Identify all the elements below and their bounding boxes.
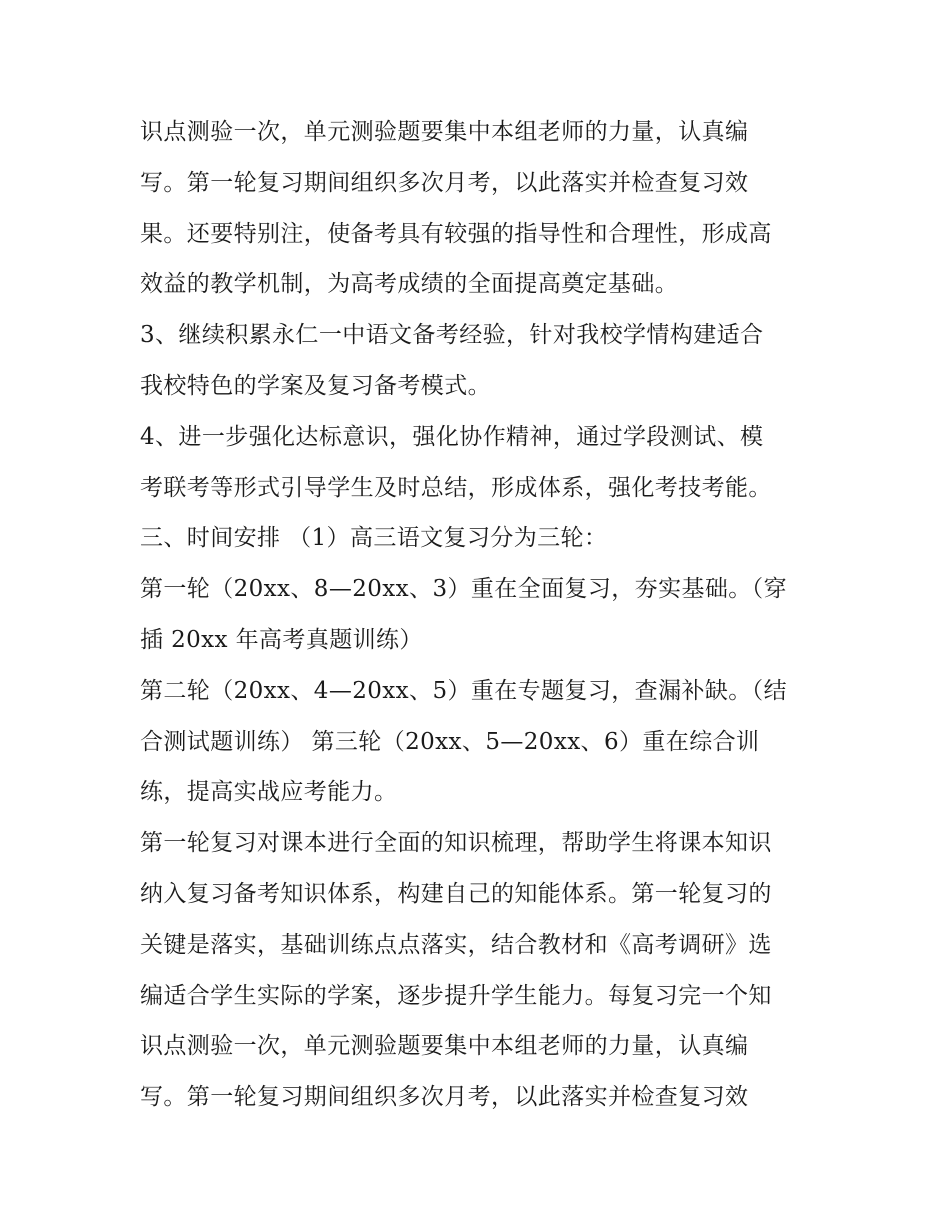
text-line: 4、进一步强化达标意识，强化协作精神，通过学段测试、模 — [140, 423, 764, 450]
text-line: 插 20xx 年高考真题训练） — [140, 626, 423, 653]
document-body — [140, 107, 820, 1123]
text-line: 第一轮复习对课本进行全面的知识梳理，帮助学生将课本知识 — [140, 830, 772, 857]
text-line: 第一轮（20xx、8—20xx、3）重在全面复习，夯实基础。（穿 — [140, 576, 787, 603]
section-heading: 三、时间安排 （1）高三语文复习分为三轮： — [140, 525, 608, 552]
text-line: 果。还要特别注，使备考具有较强的指导性和合理性，形成高 — [140, 220, 772, 247]
text-line: 效益的教学机制，为高考成绩的全面提高奠定基础。 — [140, 271, 679, 298]
text-line: 3、继续积累永仁一中语文备考经验，针对我校学情构建适合 — [140, 322, 764, 349]
text-line: 纳入复习备考知识体系，构建自己的知能体系。第一轮复习的 — [140, 880, 772, 907]
text-line: 写。第一轮复习期间组织多次月考，以此落实并检查复习效 — [140, 1084, 749, 1111]
text-line: 合测试题训练） 第三轮（20xx、5—20xx、6）重在综合训 — [140, 728, 760, 755]
text-line: 关键是落实，基础训练点点落实，结合教材和《高考调研》选 — [140, 931, 772, 958]
text-line: 识点测验一次，单元测验题要集中本组老师的力量，认真编 — [140, 1033, 749, 1060]
text-line: 第二轮（20xx、4—20xx、5）重在专题复习，查漏补缺。（结 — [140, 677, 787, 704]
text-line: 我校特色的学案及复习备考模式。 — [140, 372, 491, 399]
text-line: 识点测验一次，单元测验题要集中本组老师的力量，认真编 — [140, 119, 749, 145]
text-line: 编适合学生实际的学案，逐步提升学生能力。每复习完一个知 — [140, 982, 772, 1009]
text-line: 写。第一轮复习期间组织多次月考，以此落实并检查复习效 — [140, 169, 749, 196]
text-line: 练，提高实战应考能力。 — [140, 779, 398, 806]
text-line: 考联考等形式引导学生及时总结，形成体系，强化考技考能。 — [140, 474, 772, 501]
